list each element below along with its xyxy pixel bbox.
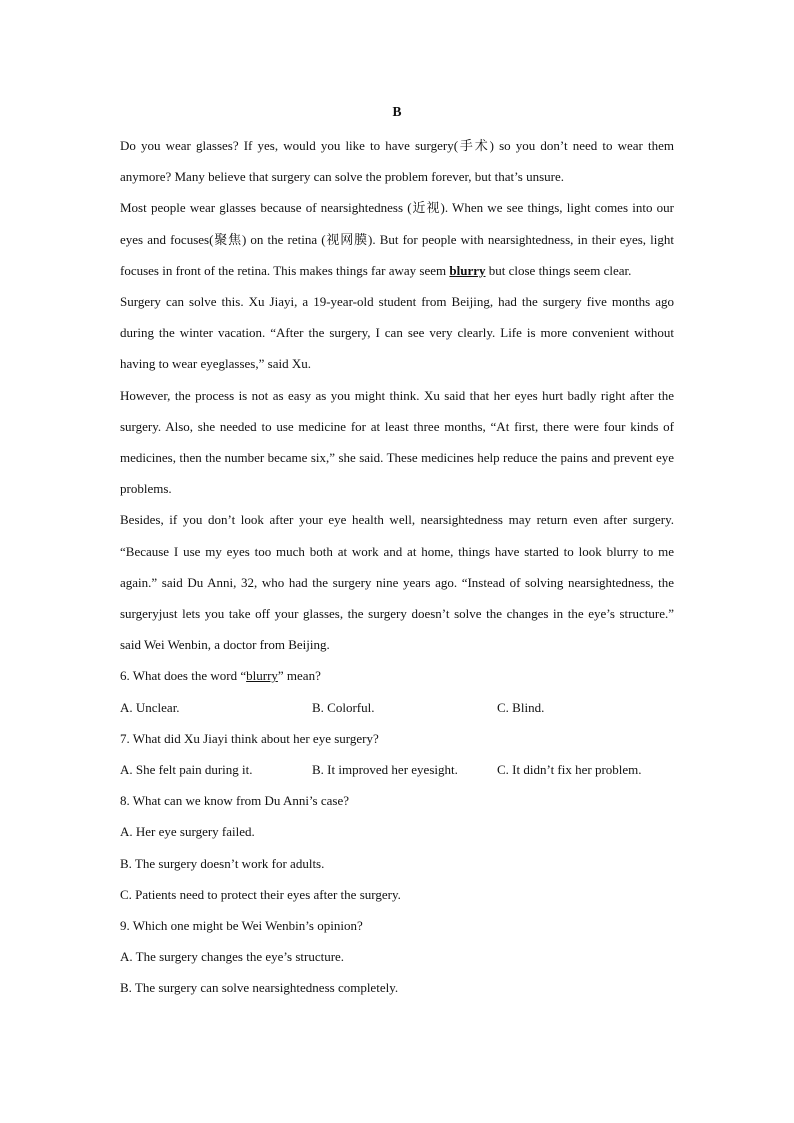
passage-paragraph-1 [120, 130, 674, 192]
question-9: 9. Which one might be Wei Wenbin’s opinion? [120, 918, 363, 934]
passage-paragraph-2 [120, 192, 674, 286]
paragraph-text: Besides, if you don’t look after your eye health well, nearsightedness may return even after surgery. “Because I use my eyes too much both at work and at home, things have started to look blurry to me again.” said Du Anni, 32, who had the surgery nine years ago. “Instead of solving nearsightedness, the surgeryjust lets you take off your glasses, the surgery doesn’t solve the changes in the eye’s structure.” said Wei Wenbin, a doctor from Beijing. [120, 512, 674, 653]
question-6 [120, 660, 674, 691]
question-6-options [120, 692, 674, 723]
paragraph-text: However, the process is not as easy as you might think. Xu said that her eyes hurt badly right after the surgery. Also, she needed to use medicine for at least three months, “At first, there were four kinds of medicines, then the number became six,” she said. These medicines help reduce the pains and prevent eye problems. [120, 387, 674, 497]
keyword-blurry: blurry [449, 262, 486, 278]
passage-paragraph-3 [120, 286, 674, 380]
paragraph-text: Surgery can solve this. Xu Jiayi, a 19-year-old student from Beijing, had the surgery five months ago during the winter vacation. “After the surgery, I can see very clearly. Life is more convenient without having to wear eyeglasses,” said Xu. [120, 294, 674, 372]
document-page [120, 100, 674, 1004]
option-a[interactable]: A. Unclear. [120, 699, 180, 715]
question-8: 8. What can we know from Du Anni’s case? [120, 793, 350, 809]
question-text: 6. What does the word “ [120, 668, 247, 684]
paragraph-text: but close things seem clear. [485, 262, 632, 278]
paragraph-text: Do you wear glasses? If yes, would you like to have surgery(手术) so you don’t need to wear them anymore? Many believe that surgery can solve the problem forever, but that’s unsure. [120, 138, 674, 185]
question-7-options [120, 754, 674, 785]
question-text: ” mean? [277, 668, 321, 684]
option-a[interactable]: A. Her eye surgery failed. [120, 824, 255, 840]
option-b[interactable]: B. The surgery can solve nearsightedness completely. [120, 980, 399, 996]
option-a[interactable]: A. She felt pain during it. [120, 762, 253, 778]
paragraph-text: Most people wear glasses because of nearsightedness (近视). When we see things, light comes into our eyes and focuses(聚焦) on the retina (视网膜). But for people with nearsightedness, in their eyes, light focuses in front of the retina. This makes things far away seem [120, 200, 674, 278]
question-keyword: blurry [246, 668, 278, 684]
option-b[interactable]: B. The surgery doesn’t work for adults. [120, 855, 325, 871]
option-c[interactable]: C. Blind. [497, 699, 545, 715]
option-c[interactable]: C. Patients need to protect their eyes after the surgery. [120, 886, 401, 902]
passage-paragraph-4 [120, 380, 674, 505]
question-7: 7. What did Xu Jiayi think about her eye surgery? [120, 730, 379, 746]
option-a[interactable]: A. The surgery changes the eye’s structure. [120, 949, 345, 965]
option-c[interactable]: C. It didn’t fix her problem. [497, 762, 642, 778]
section-title: B [392, 104, 402, 119]
option-b[interactable]: B. Colorful. [312, 699, 375, 715]
option-b[interactable]: B. It improved her eyesight. [312, 762, 458, 778]
passage-paragraph-5 [120, 504, 674, 660]
